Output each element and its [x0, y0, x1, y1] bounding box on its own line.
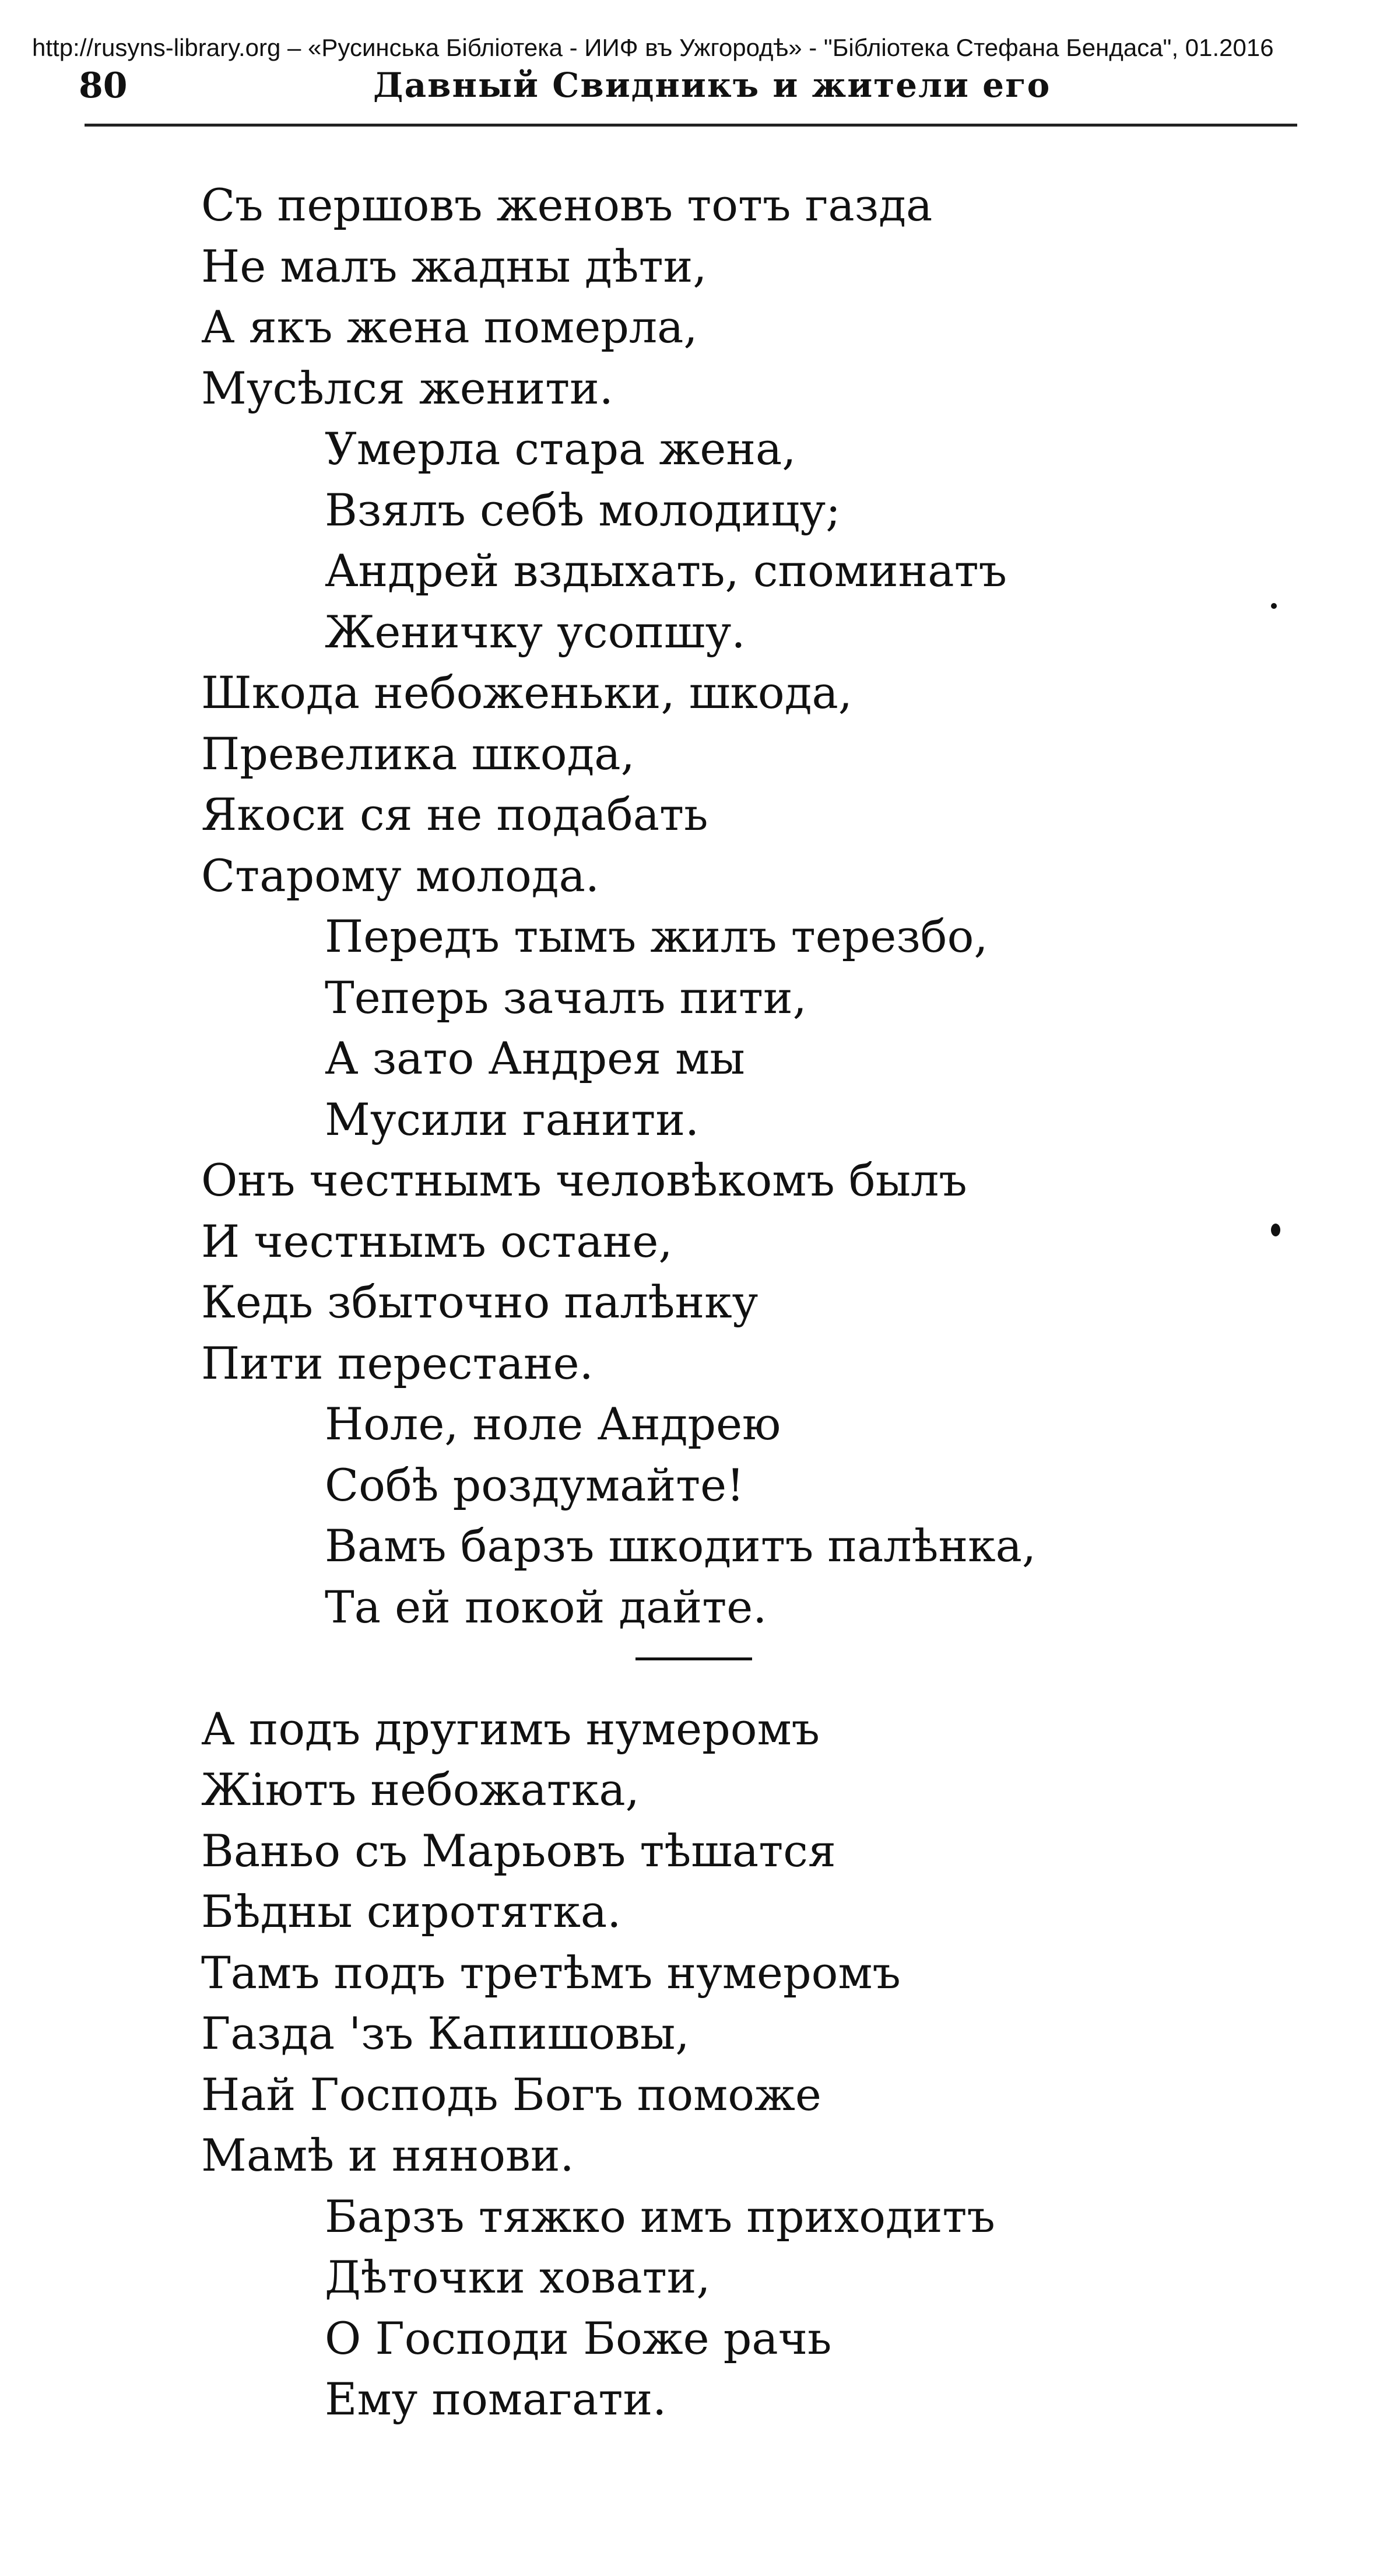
poem-line: Теперь зачалъ пити, — [325, 971, 807, 1024]
poem-line: Мусѣлся женити. — [201, 362, 613, 414]
poem-line: Мамѣ и нянови. — [201, 2129, 574, 2181]
poem-line: И честнымъ остане, — [201, 1215, 673, 1267]
poem-line: Бѣдны сиротятка. — [201, 1885, 621, 1937]
poem-line: Умерла стара жена, — [325, 423, 796, 475]
poem-line: Мусили ганити. — [325, 1093, 700, 1145]
poem-line: Пити перестане. — [201, 1337, 594, 1389]
poem-line: Съ першовъ женовъ тотъ газда — [201, 179, 933, 231]
poem-line: Ноле, ноле Андрею — [325, 1398, 781, 1450]
separator-dash — [635, 1657, 752, 1660]
poem-line: Вамъ барзъ шкодитъ палѣнка, — [325, 1520, 1037, 1572]
header-rule — [85, 124, 1297, 127]
poem-line: Старому молода. — [201, 849, 600, 902]
poem-line: Женичку усопшу. — [325, 605, 746, 658]
poem-line: Тамъ подъ третѣмъ нумеромъ — [201, 1946, 901, 1999]
page-number: 80 — [79, 65, 128, 106]
poem-line: Превелика шкода, — [201, 727, 635, 780]
poem-line: А подъ другимъ нумеромъ — [201, 1702, 820, 1755]
poem-line: Передъ тымъ жилъ терезбо, — [325, 910, 988, 962]
section-separator — [201, 1638, 1036, 1699]
poem — [201, 175, 1036, 2430]
poem-line: Ему помагати. — [325, 2373, 667, 2425]
poem-line: Онъ честнымъ человѣкомъ былъ — [201, 1154, 967, 1206]
poem-line: Кедь збыточно палѣнку — [201, 1276, 759, 1328]
running-title: Давный Свидникъ и жители его — [373, 65, 1051, 105]
source-line: http://rusyns-library.org – «Русинська Бібліотека - ИИФ въ Ужгородѣ» - "Бібліотека Стефана Бендаса", 01.2016 — [32, 34, 1274, 61]
poem-line: Шкода небоженьки, шкода, — [201, 667, 852, 719]
poem-line: Собѣ роздумайте! — [325, 1459, 745, 1511]
poem-line: О Господи Боже рачь — [325, 2312, 832, 2364]
scan-speck — [1271, 1224, 1280, 1236]
scan-speck — [1271, 603, 1277, 609]
poem-line: Взялъ себѣ молодицу; — [325, 483, 841, 536]
poem-line: Не малъ жадны дѣти, — [201, 240, 707, 292]
poem-line: Андрей вздыхать, споминатъ — [325, 545, 1007, 597]
poem-line: А якъ жена померла, — [201, 301, 698, 353]
poem-line: Газда 'зъ Капишовы, — [201, 2007, 690, 2059]
poem-line: А зато Андрея мы — [325, 1032, 745, 1084]
poem-line: Дѣточки ховати, — [325, 2251, 711, 2303]
poem-line: Жіютъ небожатка, — [201, 1764, 640, 1816]
poem-line: Ваньо съ Марьовъ тѣшатся — [201, 1824, 836, 1877]
poem-line: Та ей покой дайте. — [325, 1580, 767, 1633]
poem-line: Най Господь Богъ поможе — [201, 2068, 821, 2121]
poem-line: Барзъ тяжко имъ приходитъ — [325, 2190, 995, 2242]
poem-line: Якоси ся не подабать — [201, 788, 708, 840]
